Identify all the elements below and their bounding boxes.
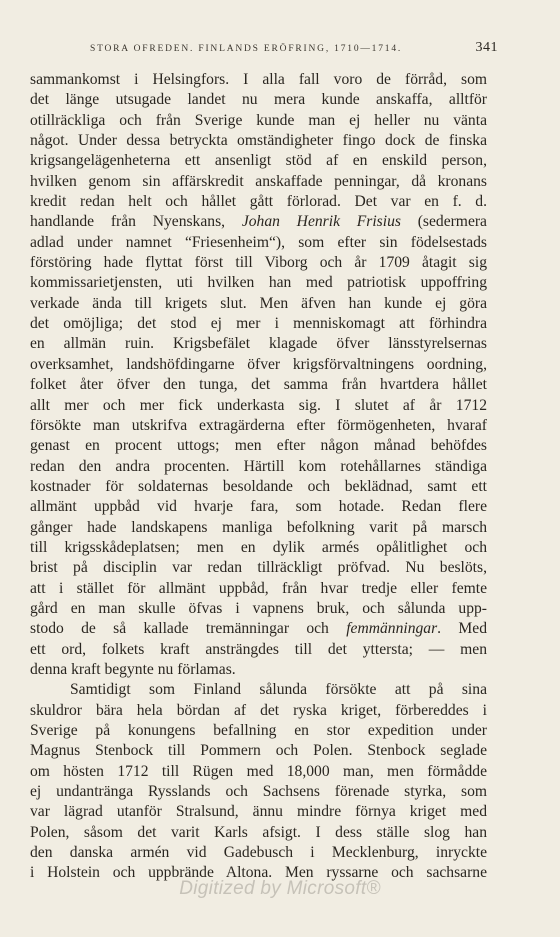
text-line: sammankomst i Helsingfors. I alla fall voro de förråd, som: [30, 71, 487, 88]
text-line: allt mer och mer fick underkasta sig. I slutet af år 1712: [30, 396, 487, 414]
text-line: en allmän ruin. Krigsbefälet klagade öfver länsstyrelsernas: [30, 335, 487, 353]
text-line: ej undantränga Rysslands och Sachsens förenade styrka, som: [30, 783, 487, 801]
text-line: verkade ända till krigets slut. Men äfven han kunde ej göra: [30, 294, 487, 312]
text-line: allmänt uppbåd vid hvarje fara, som hotade. Redan flere: [30, 498, 487, 516]
text-line: adlad under namnet “Friesenheim“), som efter sin födelsestads: [30, 233, 487, 251]
text-line: något. Under dessa betryckta omständigheter fingo dock de finska: [30, 132, 487, 150]
text-line: Magnus Stenbock till Pommern och Polen. Stenbock seglade: [30, 742, 487, 760]
text-line: redan den andra procenten. Härtill kom rotehållarnes ständiga: [30, 457, 487, 475]
text-line: det länge utsugade landet nu mera kunde anskaffa, alltför: [30, 91, 487, 109]
paragraph-start-line: Samtidigt som Finland sålunda försökte att på sina: [70, 681, 487, 699]
text-line: gård en man skulle öfvas i vapnens bruk, och sålunda upp-: [30, 599, 487, 617]
text-line: kostnader för soldaternas besoldande och beklädnad, samt ett: [30, 477, 487, 495]
page-number: 341: [475, 40, 498, 55]
text-line: overksamhet, landshöfdingarne öfver krigsförvaltningens oordning,: [30, 355, 487, 373]
italic-phrase: Johan Henrik Frisius: [241, 213, 401, 231]
text-line: folket åter öfver den tunga, det samma från hvartdera hållet: [30, 376, 487, 394]
text-line: otillräckliga och från Sverige kunde man ej heller nu vänta: [30, 111, 487, 129]
text-line: försökte man utskrifva extragärderna efter förmögenheten, hvaraf: [30, 416, 487, 434]
text-line: handlande från Nyenskans, Johan Henrik Frisius (sedermera: [30, 213, 487, 231]
digitization-watermark: Digitized by Microsoft®: [179, 878, 381, 899]
text-line: krigsangelägenheterna ett ansenligt stöd af en enskild person,: [30, 152, 487, 170]
text-line: gånger hade landskapens manliga befolkning varit på marsch: [30, 518, 487, 536]
text-line: det omöjliga; det stod ej mer i menniskomagt att förhindra: [30, 315, 487, 333]
italic-phrase: femmänningar: [346, 620, 438, 638]
text-line: stodo de så kallade tremänningar och femmänningar. Med: [30, 620, 487, 638]
text-line: genast en procent uttogs; men efter någon månad behöfdes: [30, 437, 487, 455]
text-line: den danska armén vid Gadebusch i Mecklenburg, inryckte: [30, 844, 487, 862]
text-line: i Holstein och uppbrände Altona. Men ryssarne och sachsarne: [30, 864, 487, 882]
running-head: STORA OFREDEN. FINLANDS ERÖFRING, 1710—1714.: [90, 44, 403, 54]
text-line: till krigsskådeplatsen; men en dylik armés opålitlighet och: [30, 538, 487, 556]
text-line: skuldror bära hela bördan af det ryska kriget, förbereddes i: [30, 701, 487, 719]
text-line: om hösten 1712 till Rügen med 18,000 man, men förmådde: [30, 762, 487, 780]
text-line: kredit redan helt och hållet gått förlorad. Det var en f. d.: [30, 193, 487, 211]
text-line: brist på disciplin var redan tillräckligt pröfvad. Nu beslöts,: [30, 559, 487, 577]
text-line: ett ord, folkets kraft ansträngdes till det yttersta; — men: [30, 640, 487, 658]
paragraph-end-line: denna kraft begynte nu förlamas.: [30, 660, 236, 678]
text-line: Sverige på konungens befallning en stor expedition under: [30, 722, 487, 739]
page-header: [60, 40, 498, 62]
text-line: att i stället för allmänt uppbåd, från hvar tredje eller femte: [30, 579, 487, 597]
text-line: kommissarietjensten, uti hvilken han med patriotisk uppoffring: [30, 274, 487, 292]
text-line: förstöring hade flyttat först till Viborg och år 1709 åtagit sig: [30, 254, 487, 272]
text-line: var lägrad utanför Stralsund, ännu mindre förnya kriget med: [30, 803, 487, 821]
body-text: [30, 70, 487, 884]
text-line: hvilken genom sin affärskredit anskaffade penningar, då kronans: [30, 172, 487, 190]
text-line: Polen, såsom det varit Karls afsigt. I dess ställe slog han: [30, 823, 487, 841]
